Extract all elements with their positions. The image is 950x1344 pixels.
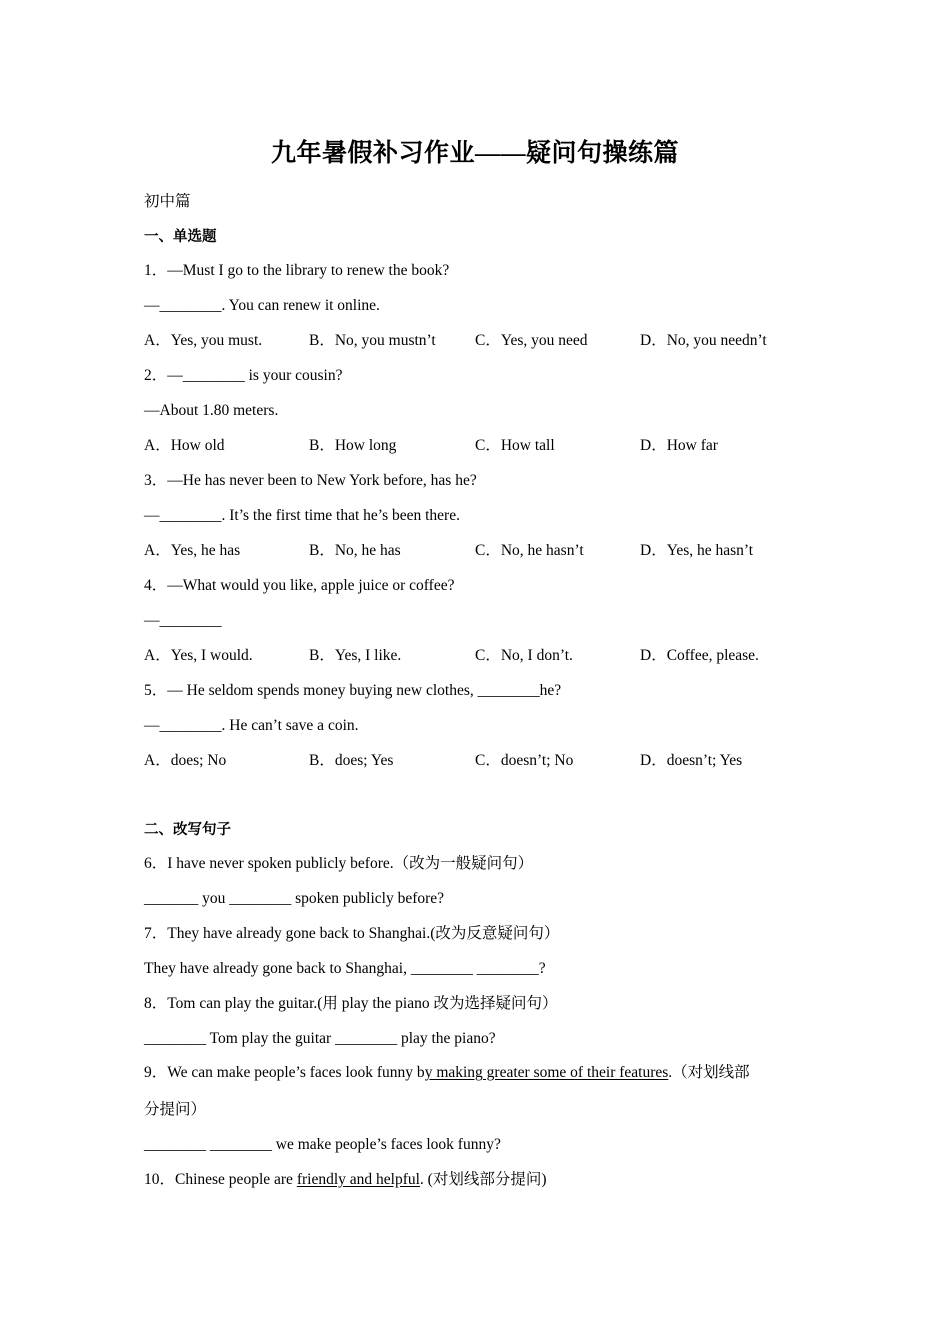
- question-3-option-b[interactable]: B．No, he has: [309, 542, 401, 559]
- question-4-option-a[interactable]: A．Yes, I would.: [144, 647, 253, 664]
- question-8-answer-line: ________ Tom play the guitar ________ play the piano?: [144, 1030, 496, 1047]
- question-9-stem-post: .（对划线部: [668, 1064, 750, 1081]
- question-1-option-c[interactable]: C．Yes, you need: [475, 332, 588, 349]
- question-2-answer-line: —About 1.80 meters.: [144, 402, 279, 419]
- question-8-stem: 8．Tom can play the guitar.(用 play the piano 改为选择疑问句）: [144, 995, 558, 1012]
- question-4-option-d[interactable]: D．Coffee, please.: [640, 647, 759, 664]
- page-title: 九年暑假补习作业——疑问句操练篇: [270, 140, 679, 167]
- subtitle: 初中篇: [144, 193, 191, 210]
- question-2-option-d[interactable]: D．How far: [640, 437, 718, 454]
- question-10-stem-pre: 10．Chinese people are: [144, 1171, 297, 1188]
- question-4-option-b[interactable]: B．Yes, I like.: [309, 647, 402, 664]
- question-4-stem: 4．—What would you like, apple juice or coffee?: [144, 577, 455, 594]
- question-1-option-b[interactable]: B．No, you mustn’t: [309, 332, 436, 349]
- question-10-stem-post: . (对划线部分提问): [419, 1171, 547, 1188]
- question-10-stem: [144, 1170, 547, 1190]
- question-3-option-c[interactable]: C．No, he hasn’t: [475, 542, 584, 559]
- question-1-stem: 1．—Must I go to the library to renew the book?: [144, 262, 450, 279]
- question-3-option-d[interactable]: D．Yes, he hasn’t: [640, 542, 754, 559]
- question-1-option-a[interactable]: A．Yes, you must.: [144, 332, 263, 349]
- question-3-stem: 3．—He has never been to New York before, has he?: [144, 472, 477, 489]
- question-5-option-b[interactable]: B．does; Yes: [309, 752, 394, 769]
- question-5-stem: 5．— He seldom spends money buying new clothes, ________he?: [144, 682, 562, 699]
- question-6-stem: 6．I have never spoken publicly before.（改为一般疑问句）: [144, 855, 534, 872]
- question-9-answer-line: ________ ________ we make people’s faces look funny?: [144, 1136, 501, 1153]
- question-9-underlined-part: y making greater some of their features: [424, 1064, 669, 1081]
- question-5-option-d[interactable]: D．doesn’t; Yes: [640, 752, 743, 769]
- question-4-answer-line: —________: [144, 612, 222, 629]
- question-7-stem: 7．They have already gone back to Shanghai.(改为反意疑问句）: [144, 925, 560, 942]
- question-3-answer-line: —________. It’s the first time that he’s been there.: [144, 507, 460, 524]
- section-heading-multiple-choice: 一、单选题: [144, 229, 217, 245]
- question-3-option-a[interactable]: A．Yes, he has: [144, 542, 241, 559]
- question-4-option-c[interactable]: C．No, I don’t.: [475, 647, 573, 664]
- question-5-option-a[interactable]: A．does; No: [144, 752, 227, 769]
- question-6-answer-line: _______ you ________ spoken publicly before?: [144, 890, 445, 907]
- question-9-stem-continued: 分提问）: [144, 1101, 207, 1118]
- question-2-stem: 2．—________ is your cousin?: [144, 367, 343, 384]
- question-5-answer-line: —________. He can’t save a coin.: [144, 717, 359, 734]
- section-heading-rewrite: 二、改写句子: [144, 822, 231, 838]
- question-5-option-c[interactable]: C．doesn’t; No: [475, 752, 574, 769]
- question-2-option-a[interactable]: A．How old: [144, 437, 225, 454]
- question-2-option-b[interactable]: B．How long: [309, 437, 397, 454]
- question-1-option-d[interactable]: D．No, you needn’t: [640, 332, 767, 349]
- question-2-option-c[interactable]: C．How tall: [475, 437, 555, 454]
- question-9-stem-pre: 9．We can make people’s faces look funny b: [144, 1064, 425, 1081]
- question-10-underlined-part: friendly and helpful: [296, 1171, 420, 1188]
- question-7-answer-line: They have already gone back to Shanghai, ________ ________?: [144, 960, 546, 977]
- question-9-stem: [144, 1063, 750, 1083]
- question-1-answer-line: —________. You can renew it online.: [144, 297, 380, 314]
